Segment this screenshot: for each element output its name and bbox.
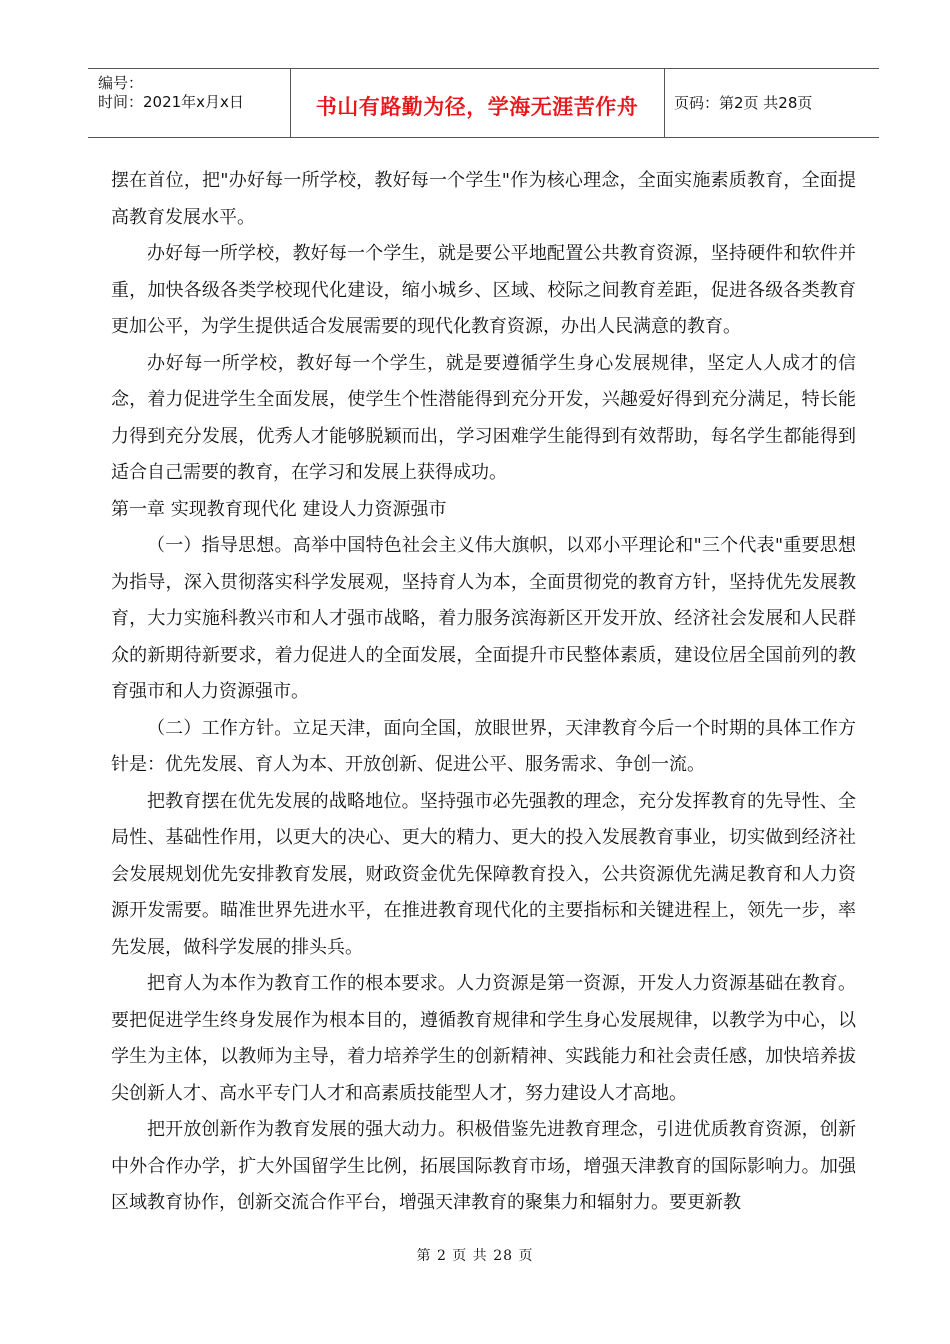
body-paragraph: （一）指导思想。高举中国特色社会主义伟大旗帜，以邓小平理论和"三个代表"重要思想为指导，深入贯彻落实科学发展观，坚持育人为本，全面贯彻党的教育方针，坚持优先发展教育，大力实施科教兴市和人才强市战略，着力服务滨海新区开发开放、经济社会发展和人民群众的新期待新要求，着力促进人的全面发展，全面提升市民整体素质，建设位居全国前列的教育强市和人力资源强市。 (111, 535, 856, 702)
document-number-label: 编号： (98, 74, 144, 92)
body-paragraph: 把育人为本作为教育工作的根本要求。人力资源是第一资源，开发人力资源基础在教育。要把促进学生终身发展作为根本目的，遵循教育规律和学生身心发展规律，以教学为中心，以学生为主体，以教师为主导，着力培养学生的创新精神、实践能力和社会责任感，加快培养拔尖创新人才、高水平专门人才和高素质技能型人才，努力建设人才高地。 (111, 973, 856, 1104)
page-footer: 第 2 页 共 28 页 (416, 1248, 534, 1264)
body-paragraph: 摆在首位，把"办好每一所学校，教好每一个学生"作为核心理念，全面实施素质教育，全面提高教育发展水平。 (111, 170, 856, 228)
document-time-label: 时间：2021年x月x日 (98, 93, 244, 111)
body-paragraph: 办好每一所学校，教好每一个学生，就是要公平地配置公共教育资源，坚持硬件和软件并重，加快各级各类学校现代化建设，缩小城乡、区域、校际之间教育差距，促进各级各类教育更加公平，为学生提供适合发展需要的现代化教育资源，办出人民满意的教育。 (111, 243, 856, 337)
chapter-heading: 第一章 实现教育现代化 建设人力资源强市 (111, 498, 447, 520)
body-paragraph: 把开放创新作为教育发展的强大动力。积极借鉴先进教育理念，引进优质教育资源，创新中外合作办学，扩大外国留学生比例，拓展国际教育市场，增强天津教育的国际影响力。加强区域教育协作，创新交流合作平台，增强天津教育的聚集力和辐射力。要更新教 (111, 1119, 856, 1213)
page-header (88, 68, 879, 138)
header-page-cell (664, 69, 879, 137)
body-paragraph: 把教育摆在优先发展的战略地位。坚持强市必先强教的理念，充分发挥教育的先导性、全局性、基础性作用，以更大的决心、更大的精力、更大的投入发展教育事业，切实做到经济社会发展规划优先安排教育发展，财政资金优先保障教育投入，公共资源优先满足教育和人力资源开发需要。瞄准世界先进水平，在推进教育现代化的主要指标和关键进程上，领先一步，率先发展，做科学发展的排头兵。 (111, 790, 856, 958)
header-meta-cell (88, 69, 291, 137)
header-motto: 书山有路勤为径，学海无涯苦作舟 (315, 95, 639, 119)
document-body (111, 163, 856, 1222)
body-paragraph: 办好每一所学校，教好每一个学生，就是要遵循学生身心发展规律，坚定人人成才的信念，着力促进学生全面发展，使学生个性潜能得到充分开发，兴趣爱好得到充分满足，特长能力得到充分发展，优秀人才能够脱颖而出，学习困难学生能得到有效帮助，每名学生都能得到适合自己需要的教育，在学习和发展上获得成功。 (111, 352, 856, 483)
body-paragraph: （二）工作方针。立足天津，面向全国，放眼世界，天津教育今后一个时期的具体工作方针是：优先发展、育人为本、开放创新、促进公平、服务需求、争创一流。 (111, 717, 856, 775)
header-motto-cell (290, 69, 665, 137)
header-page-info: 页码：第2页 共28页 (674, 94, 813, 112)
